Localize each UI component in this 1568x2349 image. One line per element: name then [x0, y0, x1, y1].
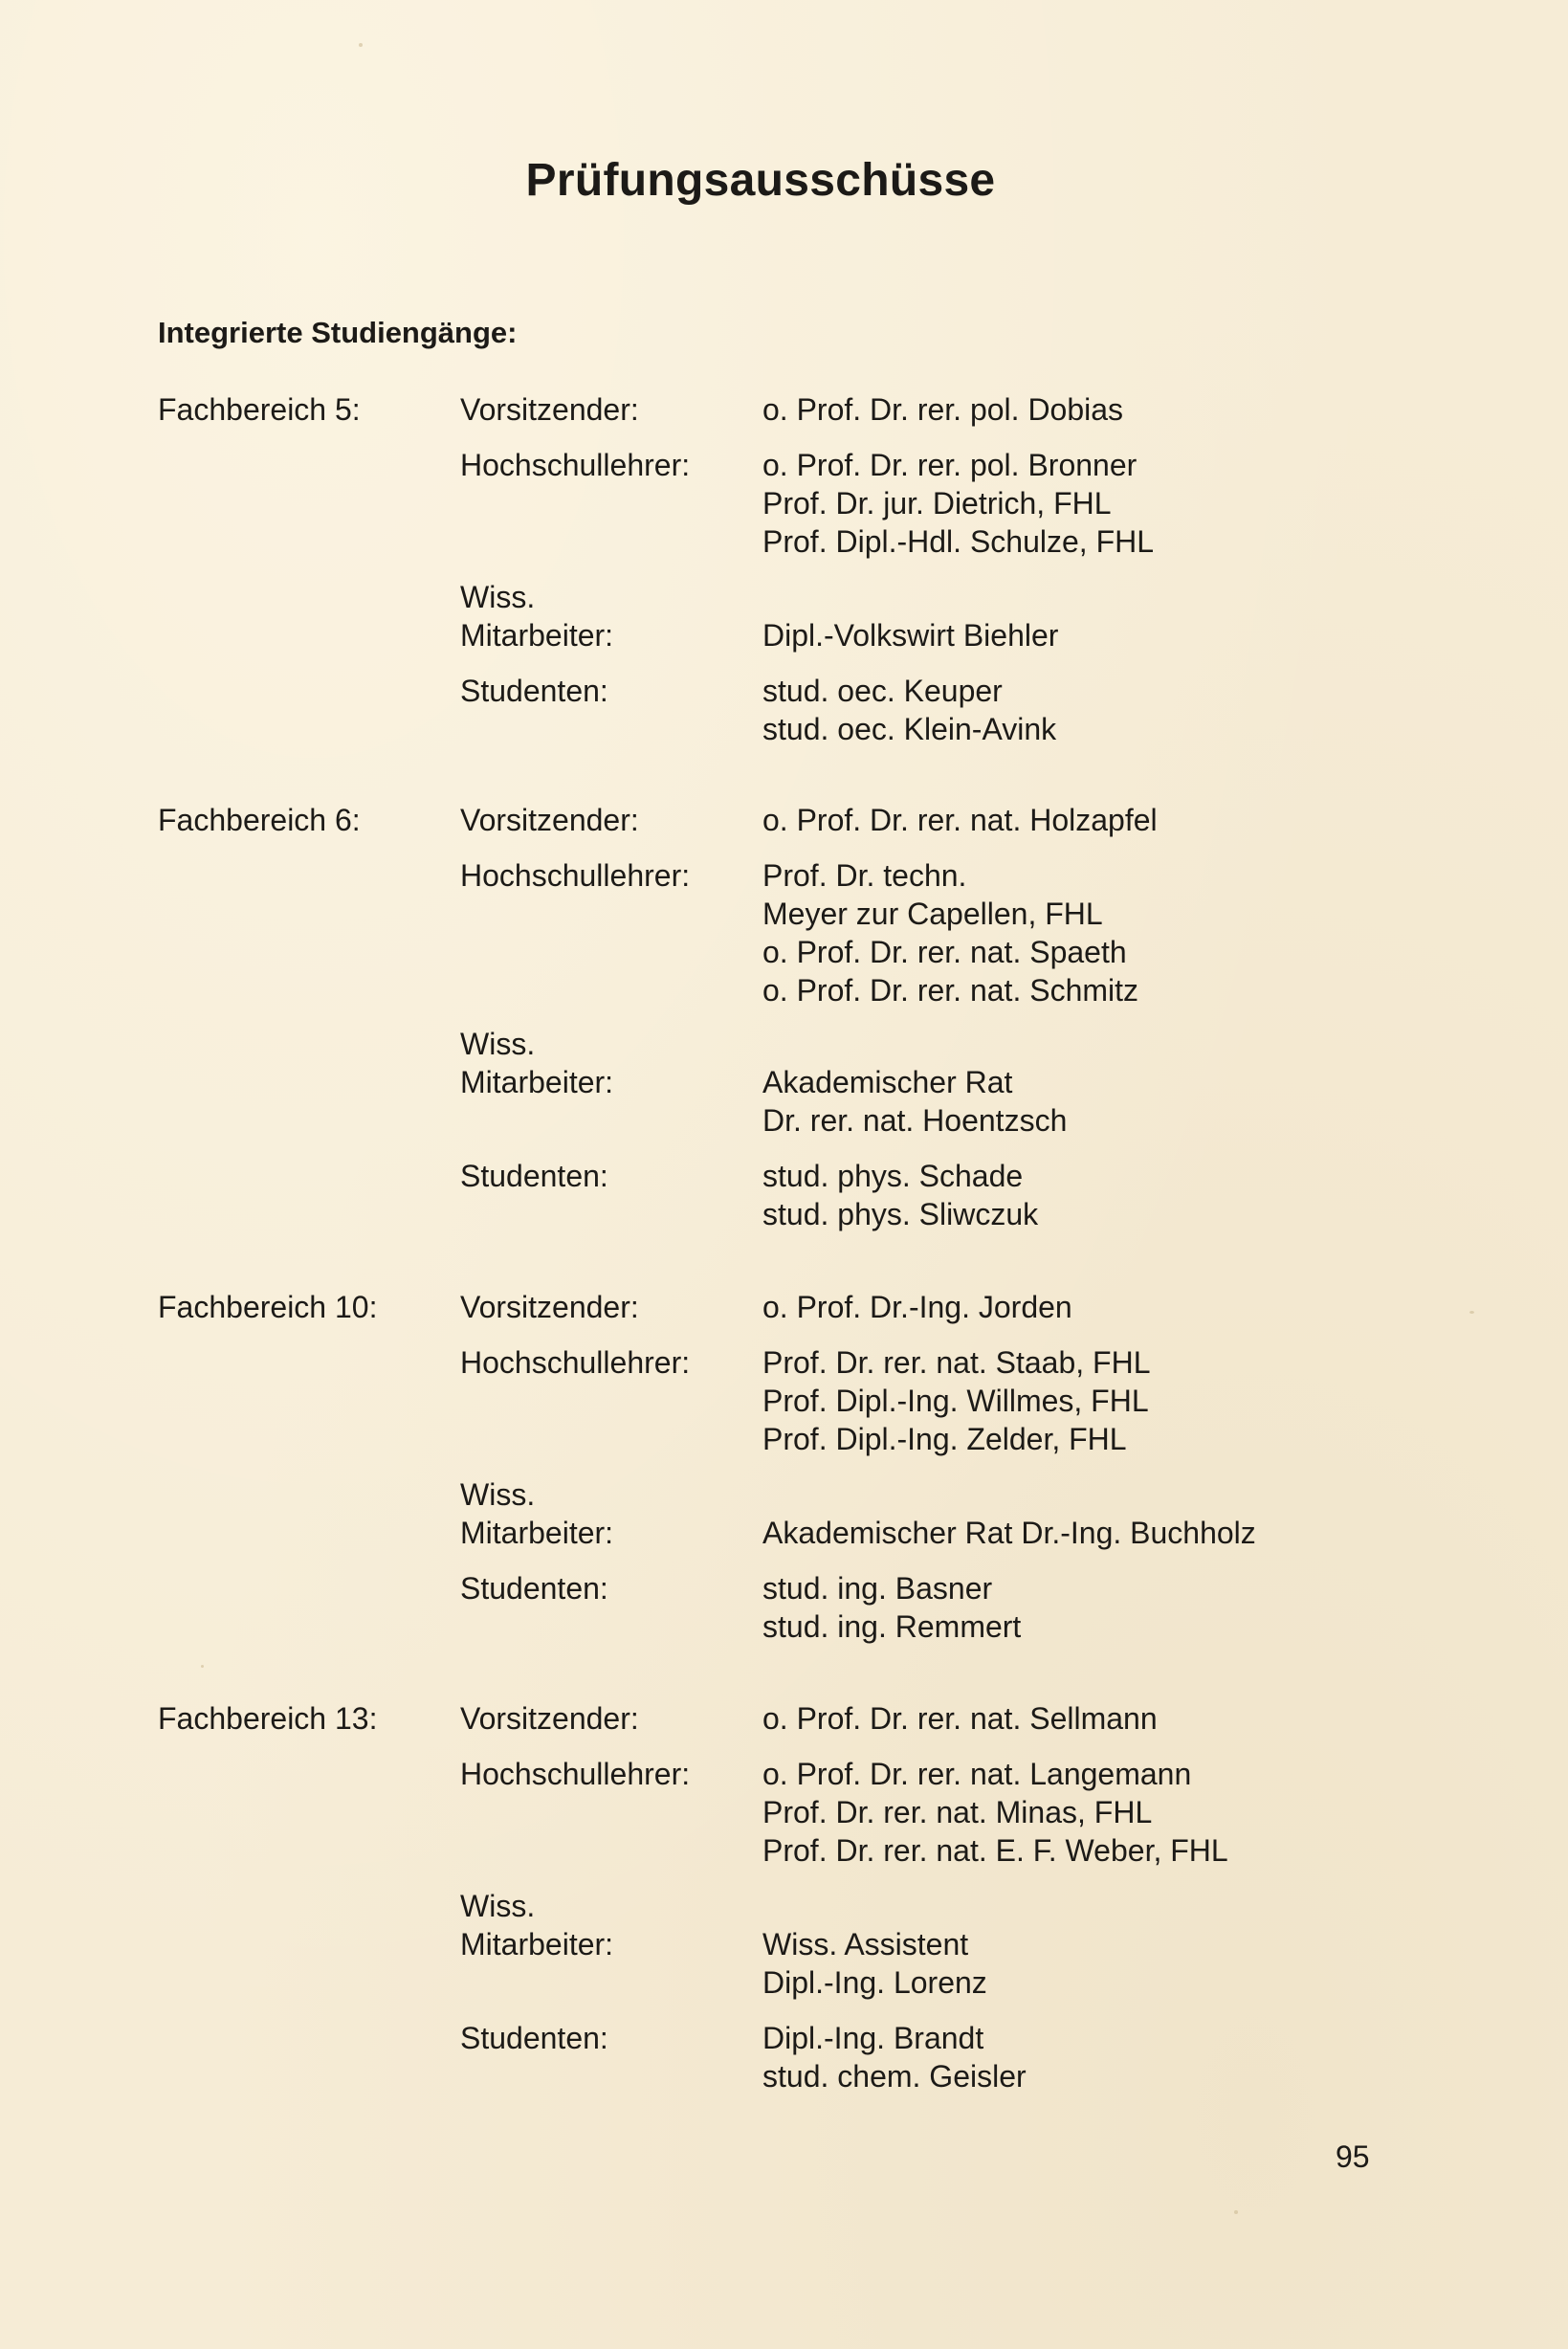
staff-label-line2: Mitarbeiter:: [460, 1065, 614, 1099]
student-entry: stud. chem. Geisler: [762, 2059, 1027, 2094]
chair-label: Vorsitzender:: [460, 803, 639, 837]
student-entry: Dipl.-Ing. Brandt: [762, 2021, 984, 2055]
professor-entry: Prof. Dipl.-Ing. Willmes, FHL: [762, 1384, 1149, 1418]
student-entry: stud. phys. Sliwczuk: [762, 1197, 1039, 1231]
staff-entry: Dr. rer. nat. Hoentzsch: [762, 1103, 1068, 1138]
professor-entry: o. Prof. Dr. rer. nat. Spaeth: [762, 935, 1127, 969]
students-label: Studenten:: [460, 1571, 608, 1606]
chair-label: Vorsitzender:: [460, 1290, 639, 1324]
chair-name: o. Prof. Dr.-Ing. Jorden: [762, 1290, 1072, 1324]
student-entry: stud. phys. Schade: [762, 1159, 1024, 1193]
professor-entry: o. Prof. Dr. rer. nat. Langemann: [762, 1757, 1192, 1791]
students-label: Studenten:: [460, 674, 608, 708]
chair-name: o. Prof. Dr. rer. nat. Holzapfel: [762, 803, 1158, 837]
professor-entry: Prof. Dr. jur. Dietrich, FHL: [762, 486, 1112, 521]
student-entry: stud. ing. Basner: [762, 1571, 993, 1606]
staff-label-line2: Mitarbeiter:: [460, 1516, 614, 1550]
staff-label-line1: Wiss.: [460, 1889, 536, 1923]
paper-speck: [1469, 1311, 1474, 1314]
staff-entry: Wiss. Assistent: [762, 1927, 969, 1961]
chair-label: Vorsitzender:: [460, 1701, 639, 1736]
staff-entry: Dipl.-Volkswirt Biehler: [762, 618, 1059, 653]
paper-speck: [359, 43, 363, 47]
page-title: Prüfungsausschüsse: [525, 155, 996, 206]
staff-label-line2: Mitarbeiter:: [460, 1927, 614, 1961]
professors-label: Hochschullehrer:: [460, 1757, 691, 1791]
paper-speck: [1234, 2210, 1238, 2214]
professor-entry: o. Prof. Dr. rer. pol. Bronner: [762, 448, 1137, 482]
page-number: 95: [1336, 2139, 1370, 2174]
professor-entry: Prof. Dr. rer. nat. Staab, FHL: [762, 1345, 1151, 1380]
student-entry: stud. oec. Klein-Avink: [762, 712, 1057, 746]
staff-entry: Akademischer Rat Dr.-Ing. Buchholz: [762, 1516, 1256, 1550]
paper-speck: [201, 1665, 204, 1668]
section-heading: Integrierte Studiengänge:: [158, 316, 518, 349]
department-name: Fachbereich 5:: [158, 392, 361, 427]
students-label: Studenten:: [460, 2021, 608, 2055]
professors-label: Hochschullehrer:: [460, 448, 691, 482]
professor-entry: Prof. Dr. rer. nat. E. F. Weber, FHL: [762, 1833, 1228, 1868]
student-entry: stud. oec. Keuper: [762, 674, 1003, 708]
chair-label: Vorsitzender:: [460, 392, 639, 427]
staff-label-line1: Wiss.: [460, 1027, 536, 1061]
department-name: Fachbereich 13:: [158, 1701, 378, 1736]
staff-label-line1: Wiss.: [460, 1477, 536, 1512]
professors-label: Hochschullehrer:: [460, 858, 691, 893]
professor-entry: Prof. Dipl.-Hdl. Schulze, FHL: [762, 524, 1155, 559]
professor-entry: o. Prof. Dr. rer. nat. Schmitz: [762, 973, 1139, 1008]
students-label: Studenten:: [460, 1159, 608, 1193]
chair-name: o. Prof. Dr. rer. pol. Dobias: [762, 392, 1124, 427]
chair-name: o. Prof. Dr. rer. nat. Sellmann: [762, 1701, 1158, 1736]
student-entry: stud. ing. Remmert: [762, 1609, 1022, 1644]
staff-label-line1: Wiss.: [460, 580, 536, 614]
staff-label-line2: Mitarbeiter:: [460, 618, 614, 653]
professor-entry: Prof. Dr. techn.: [762, 858, 967, 893]
department-name: Fachbereich 6:: [158, 803, 361, 837]
department-name: Fachbereich 10:: [158, 1290, 378, 1324]
professor-entry: Prof. Dipl.-Ing. Zelder, FHL: [762, 1422, 1127, 1456]
staff-entry: Akademischer Rat: [762, 1065, 1013, 1099]
professors-label: Hochschullehrer:: [460, 1345, 691, 1380]
staff-entry: Dipl.-Ing. Lorenz: [762, 1965, 987, 2000]
professor-entry: Prof. Dr. rer. nat. Minas, FHL: [762, 1795, 1153, 1829]
professor-entry: Meyer zur Capellen, FHL: [762, 897, 1103, 931]
